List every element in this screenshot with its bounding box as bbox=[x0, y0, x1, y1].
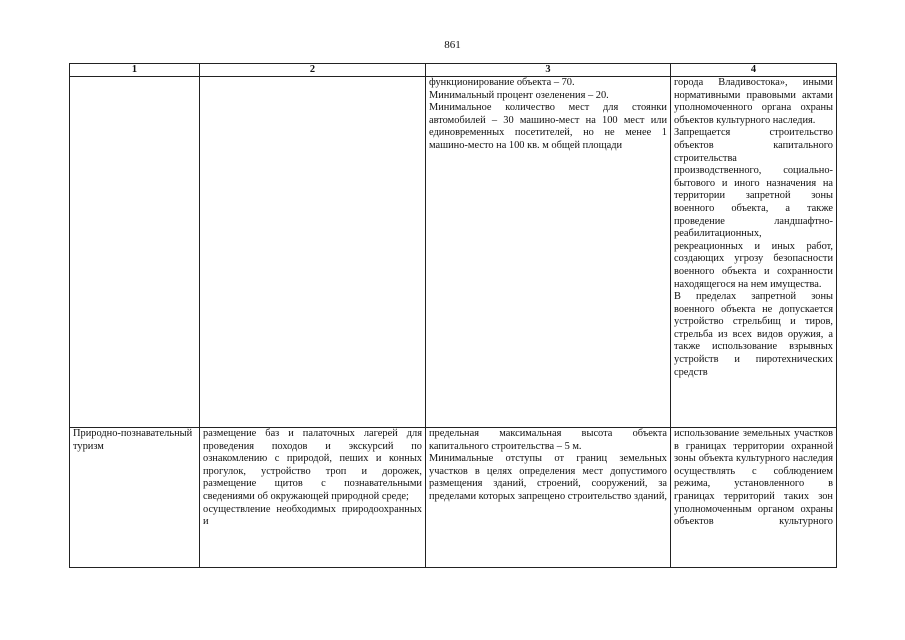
row1-col3-para: Минимальный процент озеленения – 20. bbox=[429, 89, 609, 101]
row1-restrictions bbox=[671, 77, 837, 428]
row1-col4-para: рекреационных и иных работ, создающих угрозу безопасности военного объекта и сохранности находящегося на нем имущества. bbox=[674, 240, 833, 290]
row2-parameters bbox=[426, 428, 671, 568]
row1-col4-para: В пределах запретной зоны военного объекта не допускается устройство стрельбищ и тиров, стрельба из всех видов оружия, а также использование взрывных устройств и пиротехнических средств bbox=[674, 291, 833, 378]
row2-col4-para: использование земельных участков в границах территории охранной зоны объекта культурного наследия осуществлять с соблюдением режима, установленного в границах территорий таких зон уполномоченным органом охраны объектов культурного bbox=[674, 428, 833, 528]
row1-use-description bbox=[200, 77, 426, 428]
row2-col3-para: предельная максимальная высота объекта капитального строительства – 5 м. bbox=[429, 428, 667, 452]
row1-parameters bbox=[426, 77, 671, 428]
header-col-3: 3 bbox=[426, 64, 671, 77]
row2-restrictions bbox=[671, 428, 837, 568]
row1-col3-para: функционирование объекта – 70. bbox=[429, 77, 575, 88]
row2-col2-para: осуществление необходимых природоохранных и bbox=[203, 503, 422, 528]
row2-col1-text: Природно-познавательный туризм bbox=[73, 428, 193, 452]
row1-col4-para: города Владивостока», иными нормативными правовыми актами уполномоченного органа охраны объектов культурного наследия. bbox=[674, 77, 833, 126]
row1-use-type bbox=[70, 77, 200, 428]
row1-col4-para: Запрещается строительство объектов капитального строительства bbox=[674, 127, 833, 164]
row2-use-type bbox=[70, 428, 200, 568]
row2-col2-para: размещение баз и палаточных лагерей для проведения походов и экскурсий по ознакомлению с природой, пеших и конных прогулок, устройство троп и дорожек, размещение щитов с познавательными сведениями об окружающей природной среде; bbox=[203, 428, 422, 502]
header-col-1: 1 bbox=[70, 64, 200, 77]
regulations-table bbox=[69, 63, 837, 568]
row1-col4-para: производственного, социально-бытового и иного назначения на территории запретной зоны военного объекта, а также проведение ландшафтно-реабилитационных, bbox=[674, 165, 833, 240]
header-col-2: 2 bbox=[200, 64, 426, 77]
header-row bbox=[70, 64, 837, 77]
header-col-4: 4 bbox=[671, 64, 837, 77]
row2-use-description bbox=[200, 428, 426, 568]
row1-col3-para: Минимальное количество мест для стоянки автомобилей – 30 машино-мест на 100 мест или единовременных посетителей, но не менее 1 машино-место на 100 кв. м общей площади bbox=[429, 102, 667, 151]
table-row bbox=[70, 77, 837, 428]
page-number: 861 bbox=[444, 39, 461, 51]
row2-col3-para: Минимальные отступы от границ земельных участков в целях определения мест допустимого размещения зданий, строений, сооружений, за пределами которых запрещено строительство зданий, bbox=[429, 453, 667, 502]
table-row bbox=[70, 428, 837, 568]
